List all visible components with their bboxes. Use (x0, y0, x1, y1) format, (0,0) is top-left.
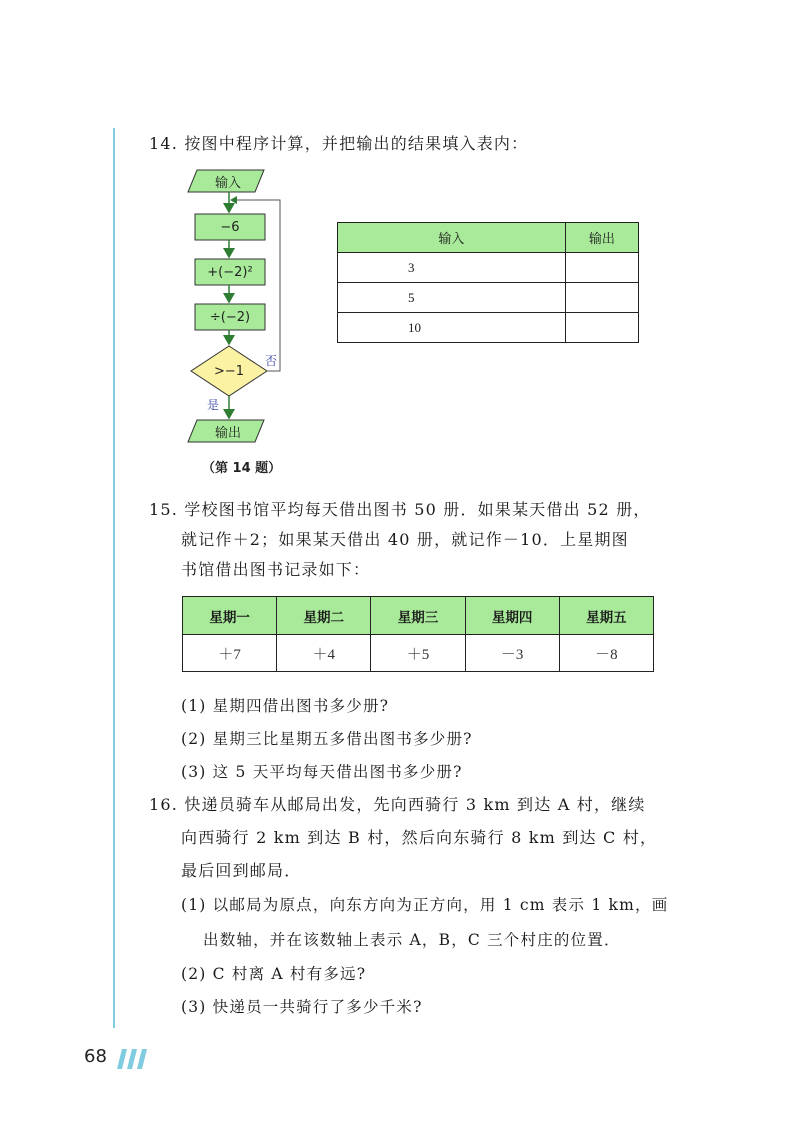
io-output-cell (565, 283, 638, 313)
io-input-cell: 10 (338, 313, 566, 343)
day-header: 星期一 (183, 597, 277, 635)
io-output-cell (565, 253, 638, 283)
figure-caption: （第 14 题） (202, 461, 282, 476)
flow-no-label: 否 (265, 354, 278, 368)
q15-line2: 就记作＋2；如果某天借出 40 册，就记作－10．上星期图 (181, 530, 629, 549)
day-header: 星期四 (465, 597, 559, 635)
day-value: －3 (465, 635, 559, 672)
q16-line2: 向西骑行 2 km 到达 B 村，然后向东骑行 8 km 到达 C 村， (181, 828, 658, 847)
q16-sub2: (2) C 村离 A 村有多远? (181, 965, 367, 983)
margin-rule (113, 128, 115, 1028)
day-header: 星期五 (559, 597, 653, 635)
io-header-input: 输入 (338, 223, 566, 253)
q15-sub1: (1) 星期四借出图书多少册? (181, 697, 390, 715)
table-row (183, 635, 654, 672)
q15-sub3: (3) 这 5 天平均每天借出图书多少册? (181, 763, 463, 781)
io-input-cell: 3 (338, 253, 566, 283)
q16-line3: 最后回到邮局． (181, 861, 302, 880)
q15-sub2: (2) 星期三比星期五多借出图书多少册? (181, 730, 473, 748)
table-row (338, 313, 639, 343)
io-output-cell (565, 313, 638, 343)
library-table (182, 596, 654, 672)
io-header-output: 输出 (565, 223, 638, 253)
q16-line1: 16. 快递员骑车从邮局出发，先向西骑行 3 km 到达 A 村，继续 (149, 795, 646, 814)
q14-text: 14. 按图中程序计算，并把输出的结果填入表内： (149, 134, 529, 153)
day-header: 星期二 (277, 597, 371, 635)
page-number: 68 (84, 1046, 107, 1067)
io-table-header (338, 223, 639, 253)
q15-line3: 书馆借出图书记录如下： (181, 560, 371, 579)
flow-step1: −6 (220, 219, 240, 235)
flow-output-label: 输出 (214, 425, 241, 441)
flow-step2: +(−2)² (207, 264, 253, 280)
library-table-header (183, 597, 654, 635)
flow-input-label: 输入 (214, 175, 241, 191)
day-value: －8 (559, 635, 653, 672)
table-row (338, 253, 639, 283)
day-value: ＋7 (183, 635, 277, 672)
flow-yes-label: 是 (207, 398, 220, 412)
day-value: ＋5 (371, 635, 465, 672)
day-header: 星期三 (371, 597, 465, 635)
q16-sub3: (3) 快递员一共骑行了多少千米? (181, 998, 423, 1016)
flow-decision: >−1 (213, 363, 245, 379)
day-value: ＋4 (277, 635, 371, 672)
table-row (338, 283, 639, 313)
q16-sub1a: (1) 以邮局为原点，向东方向为正方向，用 1 cm 表示 1 km，画 (181, 896, 669, 914)
q16-sub1b: 出数轴，并在该数轴上表示 A，B，C 三个村庄的位置． (203, 931, 621, 949)
io-table (337, 222, 639, 343)
flow-step3: ÷(−2) (209, 309, 251, 325)
io-input-cell: 5 (338, 283, 566, 313)
q15-line1: 15. 学校图书馆平均每天借出图书 50 册．如果某天借出 52 册， (149, 500, 651, 519)
page-slashes-icon (117, 1049, 149, 1069)
flowchart (185, 168, 285, 468)
